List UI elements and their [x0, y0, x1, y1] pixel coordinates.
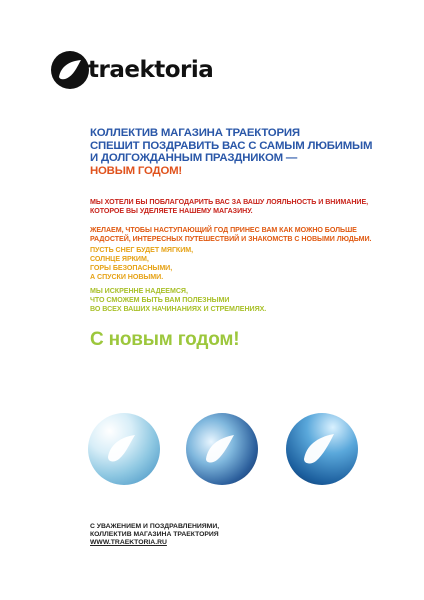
paragraph-line: КОТОРОЕ ВЫ УДЕЛЯЕТЕ НАШЕМУ МАГАЗИНУ.	[90, 207, 253, 215]
headline-line: И ДОЛГОЖДАННЫМ ПРАЗДНИКОМ —	[90, 152, 298, 165]
paragraph-line: МЫ ХОТЕЛИ БЫ ПОБЛАГОДАРИТЬ ВАС ЗА ВАШУ ЛОЯЛЬНОСТЬ И ВНИМАНИЕ,	[90, 198, 369, 206]
paragraph-hope	[90, 287, 390, 314]
signature	[90, 523, 219, 548]
paragraph-line: ГОРЫ БЕЗОПАСНЫМИ,	[90, 264, 173, 272]
paragraph-line: ПУСТЬ СНЕГ БУДЕТ МЯГКИМ,	[90, 246, 194, 254]
paragraph-line: ВО ВСЕХ ВАШИХ НАЧИНАНИЯХ И СТРЕМЛЕНИЯХ.	[90, 305, 267, 313]
headline-line: СПЕШИТ ПОЗДРАВИТЬ ВАС С САМЫМ ЛЮБИМЫМ	[90, 139, 373, 152]
paragraph-wishes	[90, 226, 390, 244]
website-link[interactable]: WWW.TRAEKTORIA.RU	[90, 539, 167, 547]
paragraph-line: ЖЕЛАЕМ, ЧТОБЫ НАСТУПАЮЩИЙ ГОД ПРИНЕС ВАМ КАК МОЖНО БОЛЬШЕ	[90, 226, 357, 234]
paragraph-line: РАДОСТЕЙ, ИНТЕРЕСНЫХ ПУТЕШЕСТВИЙ И ЗНАКОМСТВ С НОВЫМИ ЛЮДЬМИ.	[90, 235, 372, 243]
headline-line: НОВЫМ ГОДОМ!	[90, 164, 182, 177]
paragraph-line: ЧТО СМОЖЕМ БЫТЬ ВАМ ПОЛЕЗНЫМИ	[90, 296, 230, 304]
signature-line: КОЛЛЕКТИВ МАГАЗИНА ТРАЕКТОРИЯ	[90, 531, 219, 539]
paragraph-snow	[90, 246, 390, 282]
photo-circle-sky	[286, 413, 358, 485]
paragraph-line: А СПУСКИ НОВЫМИ.	[90, 273, 164, 281]
drop-shape-icon	[286, 413, 358, 485]
greeting-title: С новым годом!	[90, 329, 240, 350]
paragraph-gratitude	[90, 198, 390, 216]
headline-line: КОЛЛЕКТИВ МАГАЗИНА ТРАЕКТОРИЯ	[90, 127, 300, 139]
drop-shape-icon	[186, 413, 258, 485]
photo-circle-snow	[88, 413, 160, 485]
paragraph-line: СОЛНЦЕ ЯРКИМ,	[90, 255, 149, 263]
logo-wordmark: traektoria	[88, 57, 214, 83]
signature-line: С УВАЖЕНИЕМ И ПОЗДРАВЛЕНИЯМИ,	[90, 523, 220, 530]
drop-shape-icon	[88, 413, 160, 485]
photo-circle-skier	[186, 413, 258, 485]
headline	[90, 127, 390, 177]
drop-circle-icon	[50, 50, 90, 90]
paragraph-line: МЫ ИСКРЕННЕ НАДЕЕМСЯ,	[90, 287, 188, 295]
brand-logo	[50, 50, 214, 90]
